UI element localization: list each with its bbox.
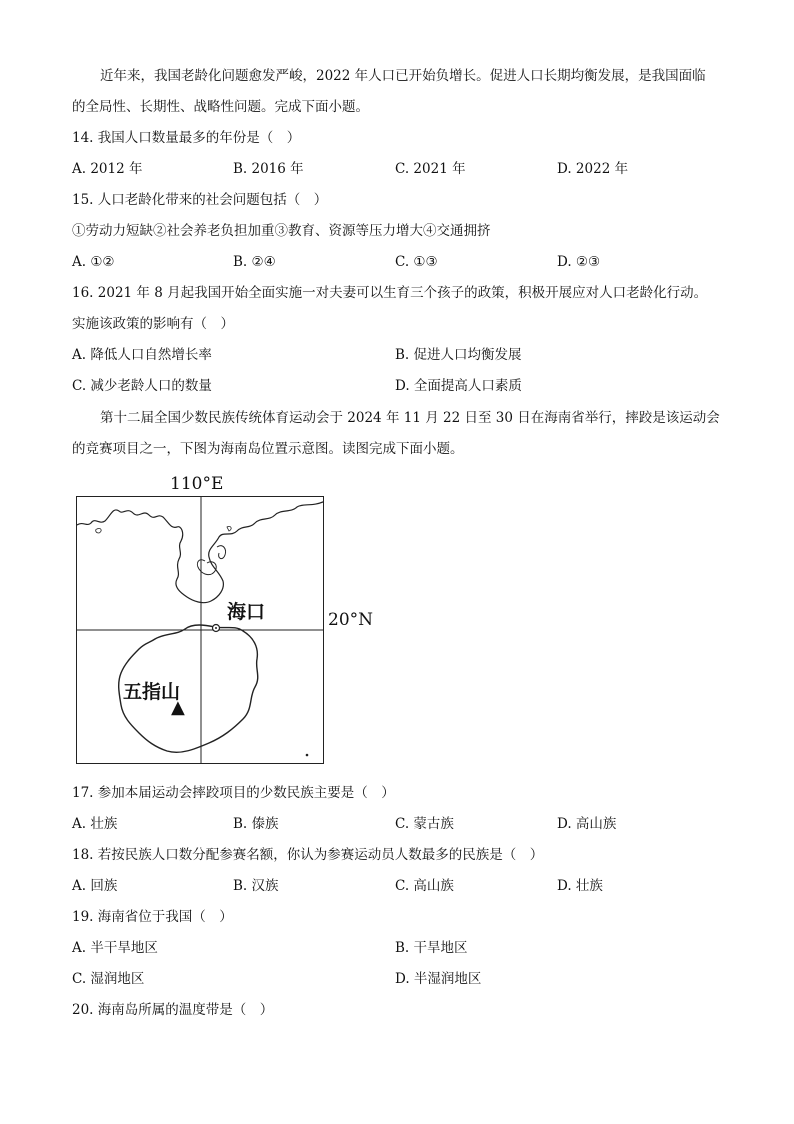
- question-14-option-a: A. 2012 年: [72, 161, 143, 177]
- question-16-option-d: D. 全面提高人口素质: [395, 378, 522, 394]
- question-19-option-d: D. 半湿润地区: [395, 971, 482, 987]
- question-15-option-d: D. ②③: [557, 254, 601, 270]
- question-20-stem: 20. 海南岛所属的温度带是（ ）: [72, 1002, 274, 1018]
- mountain-peak-icon: ▲: [171, 697, 185, 718]
- question-16-option-b: B. 促进人口均衡发展: [395, 347, 522, 363]
- question-14-option-c: C. 2021 年: [395, 161, 466, 177]
- question-18-option-b: B. 汉族: [233, 878, 279, 894]
- coast-detail: [217, 546, 226, 559]
- question-14-stem: 14. 我国人口数量最多的年份是（ ）: [72, 130, 301, 146]
- question-14-option-d: D. 2022 年: [557, 161, 629, 177]
- passage-1-line-2: 的全局性、长期性、战略性问题。完成下面小题。: [72, 99, 369, 115]
- question-19-option-a: A. 半干旱地区: [72, 940, 158, 956]
- map-latitude-label: 20°N: [328, 610, 374, 630]
- question-17-stem: 17. 参加本届运动会摔跤项目的少数民族主要是（ ）: [72, 785, 395, 801]
- question-15-option-c: C. ①③: [395, 254, 438, 270]
- question-15-items: ①劳动力短缺②社会养老负担加重③教育、资源等压力增大④交通拥挤: [72, 223, 491, 239]
- haikou-label: 海口: [227, 601, 266, 623]
- question-19-option-b: B. 干旱地区: [395, 940, 468, 956]
- question-15-option-b: B. ②④: [233, 254, 276, 270]
- question-14-option-b: B. 2016 年: [233, 161, 304, 177]
- question-18-option-d: D. 壮族: [557, 878, 603, 894]
- passage-2-line-2: 的竞赛项目之一，下图为海南岛位置示意图。读图完成下面小题。: [72, 441, 464, 457]
- question-15-stem: 15. 人口老龄化带来的社会问题包括（ ）: [72, 192, 328, 208]
- hainan-location-map: [76, 496, 324, 764]
- small-island: [96, 528, 101, 533]
- question-16-option-c: C. 减少老龄人口的数量: [72, 378, 212, 394]
- passage-1-line-1: 近年来，我国老龄化问题愈发严峻，2022 年人口已开始负增长。促进人口长期均衡发展，是我国面临: [100, 68, 706, 84]
- question-15-option-a: A. ①②: [72, 254, 115, 270]
- question-17-option-d: D. 高山族: [557, 816, 617, 832]
- question-16-option-a: A. 降低人口自然增长率: [72, 347, 212, 363]
- question-16-stem-line-2: 实施该政策的影响有（ ）: [72, 316, 234, 332]
- map-longitude-label: 110°E: [170, 474, 224, 494]
- question-17-option-a: A. 壮族: [72, 816, 118, 832]
- question-19-option-c: C. 湿润地区: [72, 971, 145, 987]
- question-16-stem-line-1: 16. 2021 年 8 月起我国开始全面实施一对夫妻可以生育三个孩子的政策，积极开展应对人口老龄化行动。: [72, 285, 708, 301]
- question-17-option-c: C. 蒙古族: [395, 816, 454, 832]
- question-19-stem: 19. 海南省位于我国（ ）: [72, 909, 233, 925]
- question-18-option-c: C. 高山族: [395, 878, 454, 894]
- question-17-option-b: B. 傣族: [233, 816, 279, 832]
- map-dot: [306, 754, 309, 757]
- small-island: [227, 526, 231, 531]
- question-18-stem: 18. 若按民族人口数分配参赛名额，你认为参赛运动员人数最多的民族是（ ）: [72, 847, 544, 863]
- map-drawing: [77, 497, 324, 764]
- question-18-option-a: A. 回族: [72, 878, 118, 894]
- passage-2-line-1: 第十二届全国少数民族传统体育运动会于 2024 年 11 月 22 日至 30 日在海南省举行，摔跤是该运动会: [100, 410, 720, 426]
- wuzhishan-label: 五指山: [123, 681, 181, 703]
